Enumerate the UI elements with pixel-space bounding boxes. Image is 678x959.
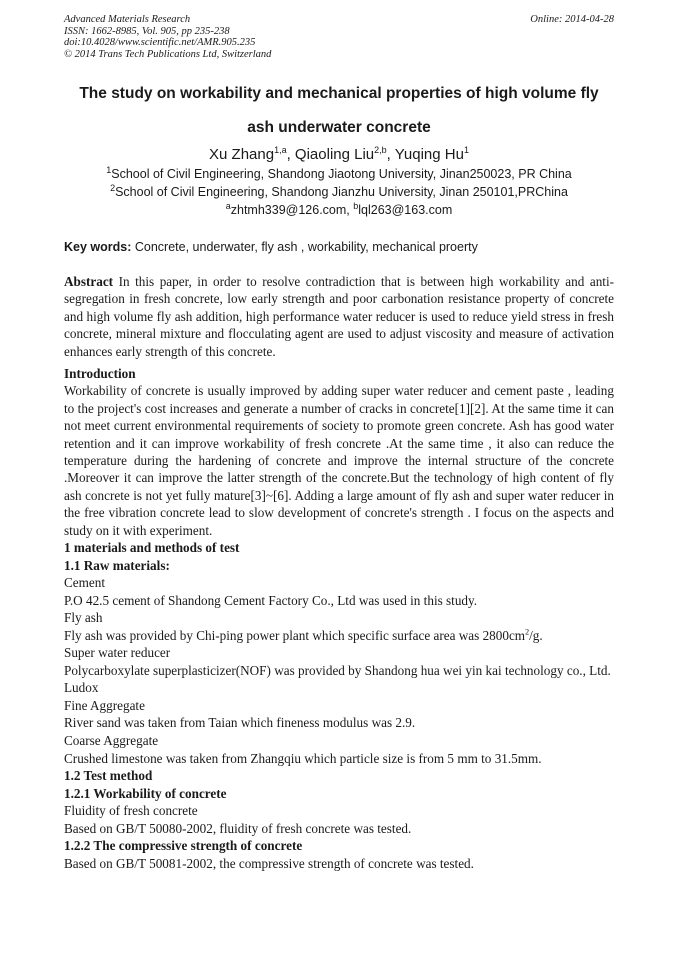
cement-label: Cement — [64, 574, 106, 590]
abstract — [64, 273, 614, 360]
online-date: Online: 2014-04-28 — [530, 14, 614, 25]
flyash-text-sup: 2 — [525, 627, 530, 637]
flyash-text — [64, 627, 614, 645]
journal-header — [64, 14, 614, 60]
coarse-aggregate-label: Coarse Aggregate — [64, 733, 159, 749]
affiliation-text: School of Civil Engineering, Shandong Jiaotong University, Jinan250023, PR China — [111, 167, 572, 181]
methods-heading: 1 materials and methods of test — [64, 540, 240, 556]
keywords-label: Key words: — [64, 240, 132, 254]
title-line-2: ash underwater concrete — [247, 119, 431, 136]
raw-materials-heading: 1.1 Raw materials: — [64, 557, 170, 573]
workability-heading: 1.2.1 Workability of concrete — [64, 785, 227, 801]
affiliation — [64, 183, 614, 201]
fine-aggregate-text: River sand was taken from Taian which fineness modulus was 2.9. — [64, 715, 416, 731]
swr-text: Polycarboxylate superplasticizer(NOF) was provided by Shandong hua wei yin kai technology co., Ltd. — [64, 662, 611, 678]
journal-name: Advanced Materials Research — [64, 14, 191, 25]
email-link[interactable]: zhtmh339@126.com — [230, 203, 347, 217]
introduction-heading: Introduction — [64, 366, 136, 382]
author-name: Xu Zhang — [209, 146, 275, 163]
affiliation — [64, 165, 614, 183]
affiliation-text: School of Civil Engineering, Shandong Jianzhu University, Jinan 250101,PRChina — [115, 185, 568, 199]
author-name: Yuqing Hu — [394, 146, 464, 163]
introduction-text: Workability of concrete is usually improved by adding super water reducer and cement paste , leading to the project's cost increases and generate a number of cracks in concrete[1][2]. At the same time it can not meet current environmental requirements of society to promote green concrete. Ash has good water retention and it can improve workability of fresh concrete .At the same time , it also can reduce the temperature during the hardening of concrete and improve the internal structure of the concrete .Moreover it can improve the latter strength of the concrete.But the technology of high content of fly ash concrete is not yet fully mature[3]~[6]. Adding a large amount of fly ash and super water reducer in the free vibration concrete lead to slow development of concrete's strength . I focus on the aspects and study on it with experiment. — [64, 383, 614, 538]
flyash-label: Fly ash — [64, 610, 103, 626]
author-sup: 1,a — [274, 145, 287, 155]
coarse-aggregate-text: Crushed limestone was taken from Zhangqiu which particle size is from 5 mm to 31.5mm. — [64, 750, 542, 766]
compressive-heading: 1.2.2 The compressive strength of concrete — [64, 838, 303, 854]
email-sup: b — [353, 200, 359, 211]
email-link[interactable]: lql263@163.com — [358, 203, 453, 217]
author-list: Xu Zhang$^{1,a}$, Qiaoling Liu$^{2,b}$, Yuqing Hu$^1$ — [209, 145, 469, 163]
paper-page — [64, 14, 614, 872]
keywords — [64, 239, 614, 255]
compressive-text: Based on GB/T 50081-2002, the compressive strength of concrete was tested. — [64, 855, 474, 871]
fluidity-text: Based on GB/T 50080-2002, fluidity of fresh concrete was tested. — [64, 820, 412, 836]
affiliation-sup: 1 — [106, 164, 112, 175]
abstract-label: Abstract — [64, 274, 114, 289]
test-method-heading: 1.2 Test method — [64, 768, 153, 784]
fine-aggregate-label: Fine Aggregate — [64, 697, 145, 713]
doi-line[interactable]: doi:10.4028/www.scientific.net/AMR.905.235 — [64, 37, 256, 48]
title-line-1: The study on workability and mechanical properties of high volume fly — [79, 85, 599, 102]
author-name: Qiaoling Liu — [294, 146, 375, 163]
author-sup: 1 — [463, 145, 469, 155]
keywords-text: Concrete, underwater, fly ash , workability, mechanical proerty — [134, 240, 478, 254]
affiliation-sup: 2 — [110, 182, 116, 193]
email-sup: a — [225, 200, 231, 211]
swr-label: Super water reducer — [64, 645, 171, 661]
fluidity-label: Fluidity of fresh concrete — [64, 803, 198, 819]
ludox-label: Ludox — [64, 680, 99, 696]
flyash-text-main: Fly ash was provided by Chi-ping power plant which specific surface area was 2800cm — [64, 627, 526, 643]
email-line: $^a$zhtmh339@126.com, $^b$lql263@163.com — [225, 200, 453, 217]
flyash-text-unit: /g. — [529, 627, 543, 643]
author-sup: 2,b — [374, 145, 387, 155]
cement-text: P.O 42.5 cement of Shandong Cement Factory Co., Ltd was used in this study. — [64, 592, 478, 608]
issn-line: ISSN: 1662-8985, Vol. 905, pp 235-238 — [64, 25, 230, 37]
copyright-line: © 2014 Trans Tech Publications Ltd, Switzerland — [64, 48, 272, 60]
paper-title — [64, 77, 614, 145]
abstract-text: In this paper, in order to resolve contradiction that is between high workability and anti-segregation in fresh concrete, low early strength and poor carbonation resistance property of concrete and high volume fly ash addition, high performance water reducer is used to reduce yield stress in fresh concrete, mineral mixture and flocculating agent are used to adjust viscosity and measure of activation enhances early strength of this concrete. — [64, 274, 615, 359]
